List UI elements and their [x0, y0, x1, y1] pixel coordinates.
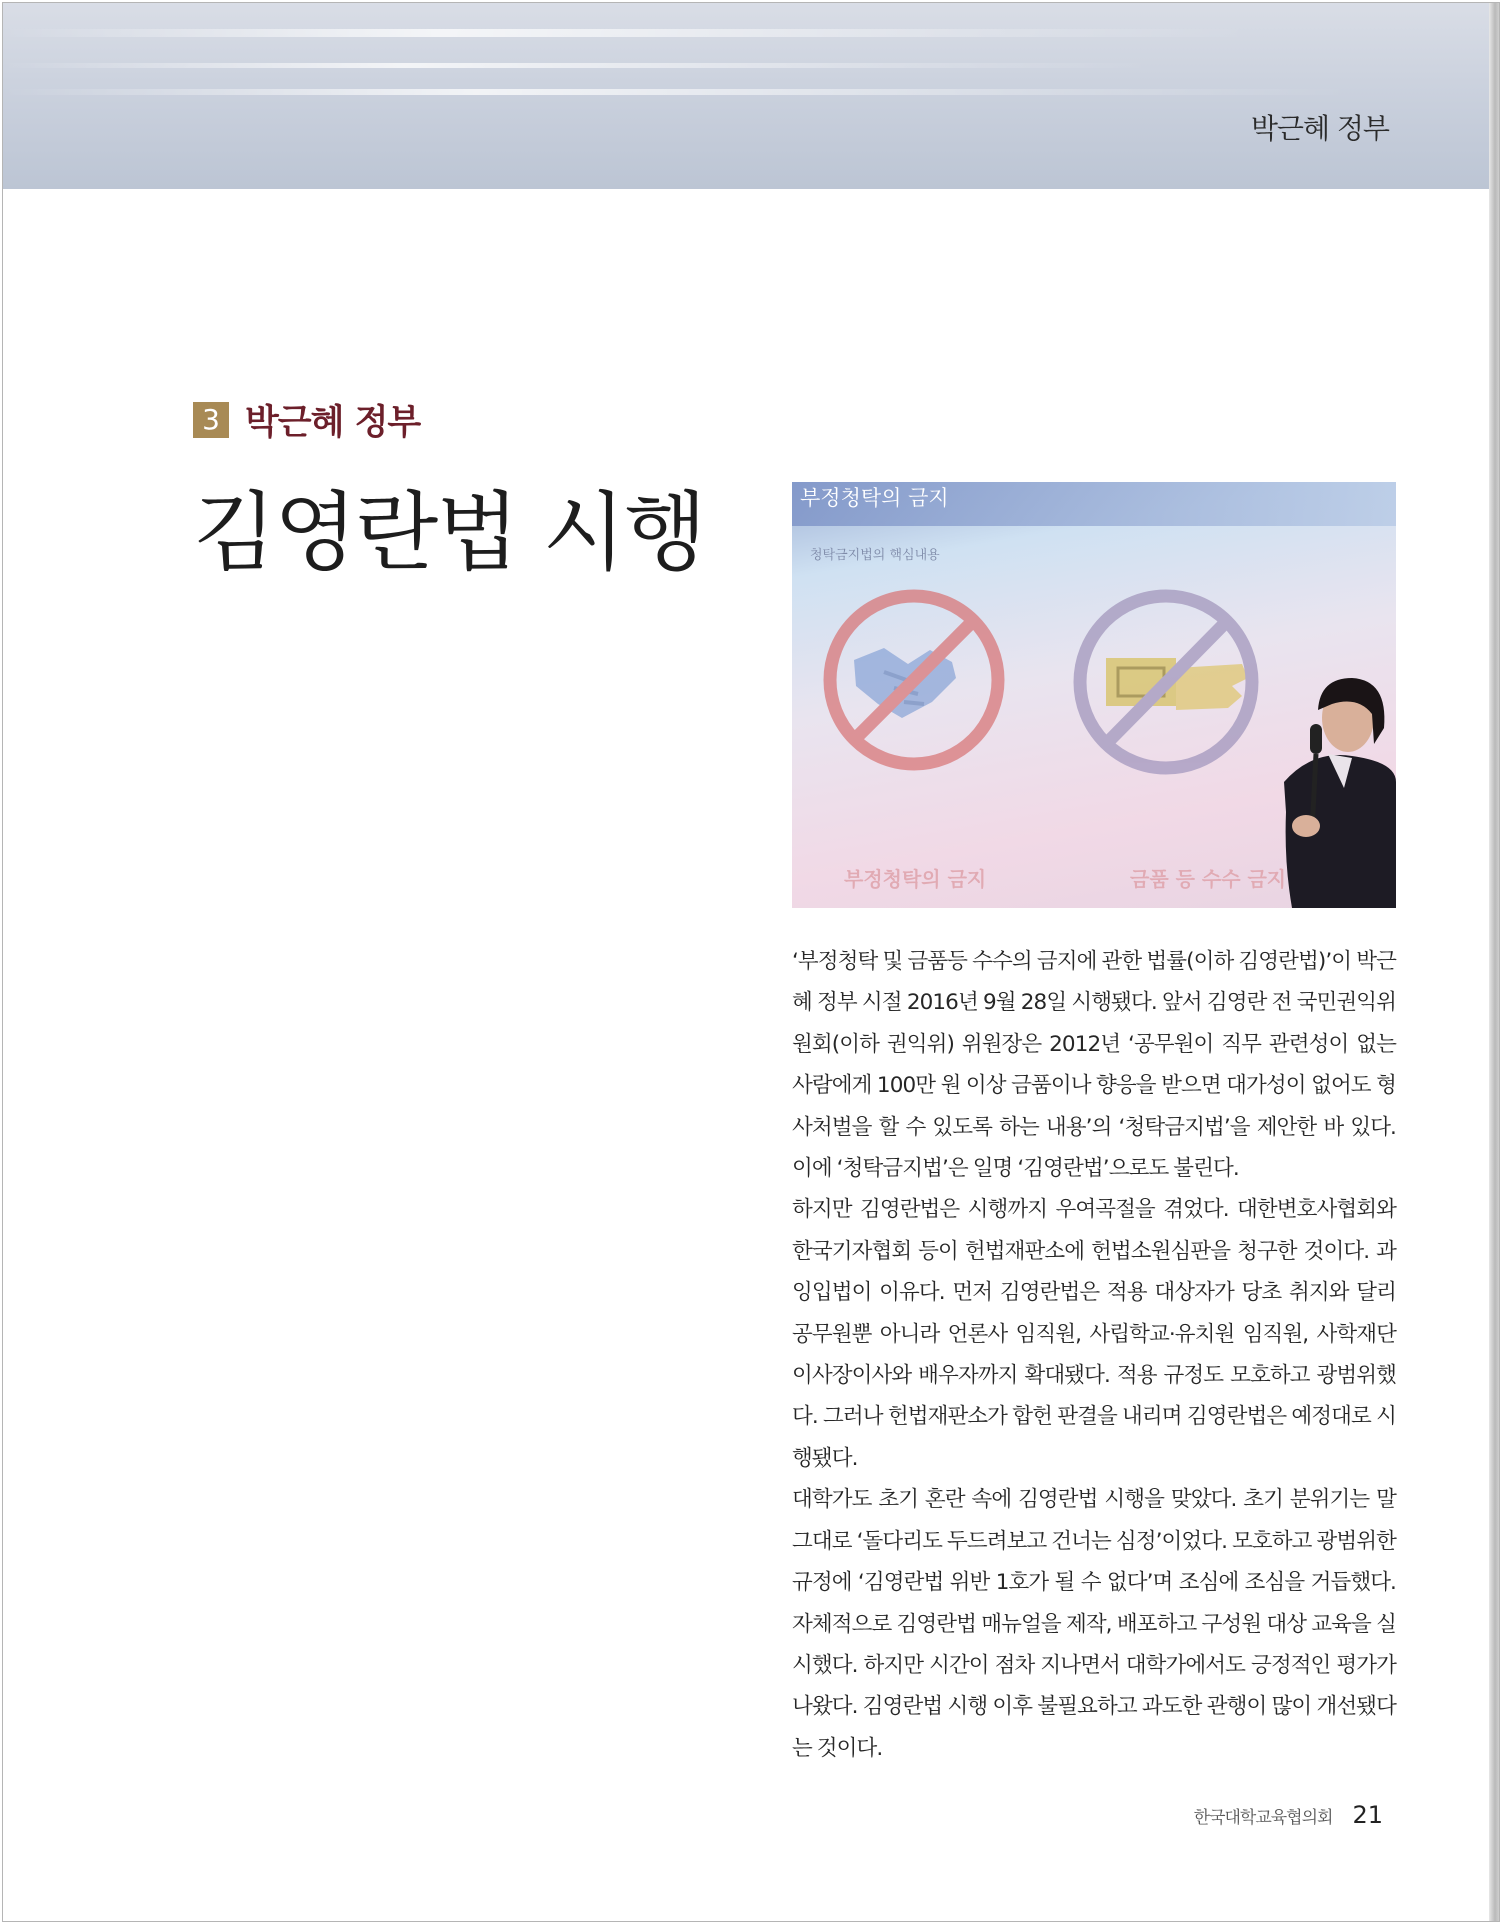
- section-heading: [193, 395, 420, 445]
- body-paragraph: ‘부정청탁 및 금품등 수수의 금지에 관한 법률(이하 김영란법)’이 박근혜 정부 시절 2016년 9월 28일 시행됐다. 앞서 김영란 전 국민권익위원회(이하 권익위) 위원장은 2012년 ‘공무원이 직무 관련성이 없는 사람에게 100만 원 이상 금품이나 향응을 받으면 대가성이 없어도 형사처벌을 할 수 있도록 하는 내용’의 ‘청탁금지법’을 제안한 바 있다. 이에 ‘청탁금지법’은 일명 ‘김영란법’으로도 불린다.: [792, 949, 1396, 1182]
- page-edge-shadow: [1489, 3, 1499, 1921]
- article-body: [792, 941, 1396, 1769]
- header-streak: [3, 29, 1253, 37]
- slide-title: 부정청탁의 금지: [800, 486, 949, 510]
- article-photo: [792, 482, 1396, 908]
- handshake-prohibited-icon: [830, 596, 998, 764]
- article-title: 김영란법 시행: [193, 483, 705, 583]
- footer-organization: 한국대학교육협의회: [1193, 1808, 1333, 1828]
- page-footer: [1194, 1801, 1383, 1829]
- slide-subtitle: 청탁금지법의 핵심내용: [810, 548, 940, 563]
- running-header-title: 박근혜 정부: [1250, 112, 1389, 145]
- section-label: 박근혜 정부: [245, 403, 421, 443]
- slide-caption-right: 금품 등 수수 금지: [1130, 867, 1287, 891]
- money-hand-prohibited-icon: [1080, 596, 1252, 768]
- header-band: [3, 3, 1499, 189]
- body-paragraph: 하지만 김영란법은 시행까지 우여곡절을 겪었다. 대한변호사협회와 한국기자협회 등이 헌법재판소에 헌법소원심판을 청구한 것이다. 과잉입법이 이유다. 먼저 김영란법은 적용 대상자가 당초 취지와 달리 공무원뿐 아니라 언론사 임직원, 사립학교·유치원 임직원, 사학재단 이사장이사와 배우자까지 확대됐다. 적용 규정도 모호하고 광범위했다. 그러나 헌법재판소가 합헌 판결을 내리며 김영란법은 예정대로 시행됐다.: [792, 1197, 1396, 1471]
- section-number-badge: 3: [193, 402, 229, 438]
- header-streak: [3, 89, 1353, 95]
- body-paragraph: 대학가도 초기 혼란 속에 김영란법 시행을 맞았다. 초기 분위기는 말 그대로 ‘돌다리도 두드려보고 건너는 심정’이었다. 모호하고 광범위한 규정에 ‘김영란법 위반 1호가 될 수 없다’며 조심에 조심을 거듭했다. 자체적으로 김영란법 매뉴얼을 제작, 배포하고 구성원 대상 교육을 실시했다. 하지만 시간이 점차 지나면서 대학가에서도 긍정적인 평가가 나왔다. 김영란법 시행 이후 불필요하고 과도한 관행이 많이 개선됐다는 것이다.: [792, 1487, 1396, 1761]
- header-streak: [3, 63, 1153, 68]
- document-page: [2, 2, 1500, 1922]
- page-number: 21: [1352, 1801, 1383, 1829]
- slide-caption-left: 부정청탁의 금지: [844, 867, 987, 891]
- presentation-slide-illustration: [792, 482, 1396, 908]
- presenter-figure: [1284, 678, 1396, 908]
